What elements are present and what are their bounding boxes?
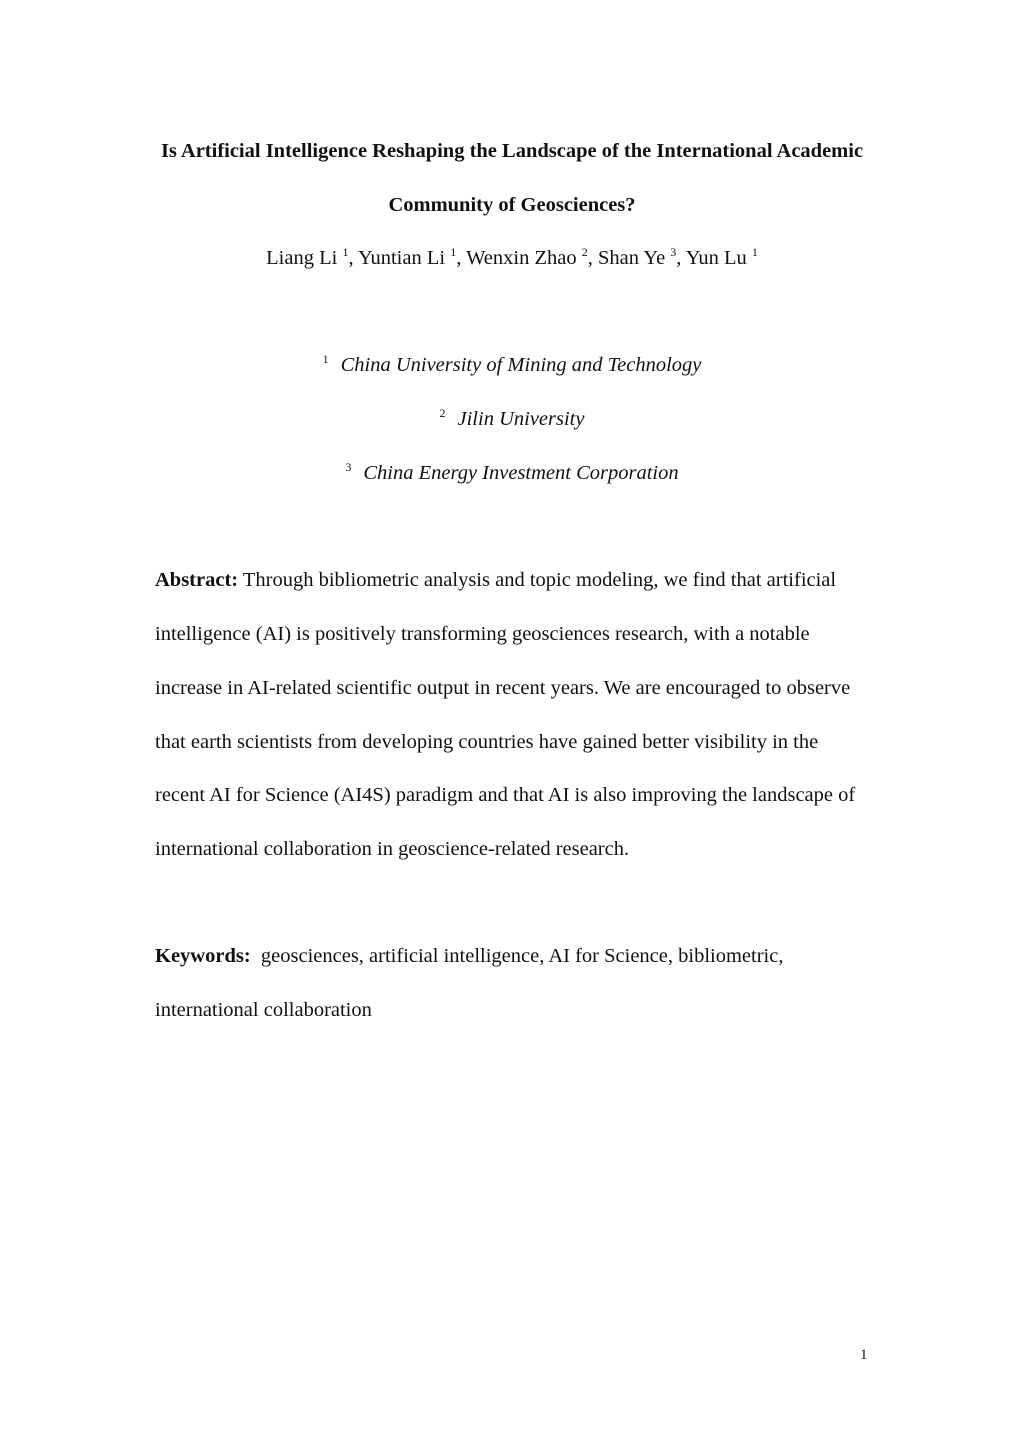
abstract-label: Abstract:	[155, 569, 239, 591]
affiliation-name: Jilin University	[457, 408, 585, 430]
author-name: Liang Li	[266, 247, 338, 269]
keywords-line: international collaboration	[155, 999, 372, 1021]
author-list: Liang Li $^1$, Yuntian Li $^1$, Wenxin Zhao $^2$, Shan Ye $^3$, Yun Lu $^1$	[266, 245, 758, 269]
author-affiliation-mark: 1	[450, 245, 457, 259]
keywords-line	[155, 944, 783, 968]
author-affiliation-mark: 1	[751, 245, 758, 259]
author-name: Wenxin Zhao	[466, 247, 577, 269]
affiliation-number: 2	[439, 406, 446, 420]
abstract-line	[155, 568, 836, 592]
affiliation-2	[0, 407, 1024, 433]
abstract-line: recent AI for Science (AI4S) paradigm and that AI is also improving the landscape of	[155, 784, 856, 806]
abstract-line: increase in AI-related scientific output in recent years. We are encouraged to observe	[155, 677, 851, 699]
author-name: Shan Ye	[597, 247, 666, 269]
keywords-text: geosciences, artificial intelligence, AI for Science, bibliometric,	[260, 945, 784, 967]
author-name: Yun Lu	[685, 247, 747, 269]
abstract-text: Through bibliometric analysis and topic modeling, we find that artificial	[242, 569, 837, 591]
author-affiliation-mark: 1	[342, 245, 349, 259]
affiliation-name: China Energy Investment Corporation	[363, 462, 679, 484]
affiliation-1	[0, 353, 1024, 379]
affiliation-name: China University of Mining and Technology	[340, 354, 702, 376]
abstract-line: intelligence (AI) is positively transforming geosciences research, with a notable	[155, 623, 810, 645]
paper-title-line-2: Community of Geosciences?	[388, 194, 636, 216]
abstract-line: that earth scientists from developing countries have gained better visibility in the	[155, 731, 819, 753]
keywords-label: Keywords:	[155, 945, 251, 967]
author-affiliation-mark: 3	[670, 245, 677, 259]
affiliation-3	[0, 461, 1024, 487]
paper-title-line-1: Is Artificial Intelligence Reshaping the Landscape of the International Academic	[160, 140, 864, 162]
affiliation-number: 1	[322, 352, 329, 366]
author-name: Yuntian Li	[357, 247, 446, 269]
page-number: 1	[860, 1347, 868, 1363]
abstract-line: international collaboration in geoscience-related research.	[155, 838, 630, 860]
affiliation-number: 3	[345, 460, 352, 474]
author-affiliation-mark: 2	[581, 245, 588, 259]
